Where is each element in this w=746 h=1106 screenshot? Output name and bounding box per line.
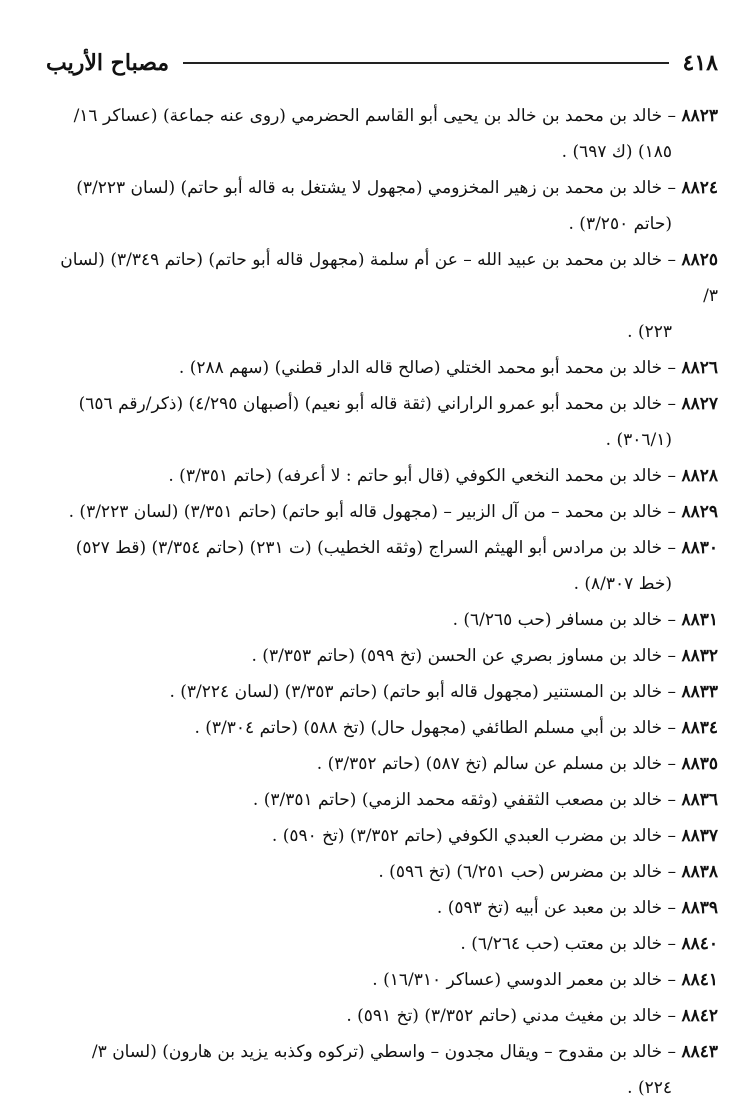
entry-8838: [46, 854, 718, 890]
running-title: مصباح الأريب: [46, 50, 170, 76]
entry-number: ٨٨٣٠: [681, 538, 718, 558]
entry-8834: [46, 710, 718, 746]
entry-text: – خالد بن مرادس أبو الهيثم السراج (وثقه الخطيب) (ت ٢٣١) (حاتم ٣/٣٥٤) (قط ٥٢٧): [75, 538, 677, 558]
entry-text: – خالد بن معبد عن أبيه (تخ ٥٩٣) .: [436, 898, 677, 918]
entry-text: – خالد بن مغيث مدني (حاتم ٣/٣٥٢) (تخ ٥٩١) .: [346, 1006, 677, 1026]
entry-continuation: (٣٠٦/١) .: [605, 430, 672, 450]
entry-number: ٨٨٣٥: [681, 754, 718, 774]
entry-8840: [46, 926, 718, 962]
entry-8828: [46, 458, 718, 494]
entry-continuation: ٢٢٣) .: [627, 322, 672, 342]
entry-number: ٨٨٢٨: [681, 466, 718, 486]
entry-8839: [46, 890, 718, 926]
entry-8835: [46, 746, 718, 782]
entry-8843: [46, 1034, 718, 1106]
entry-list: [46, 98, 718, 1106]
entry-8825: [46, 242, 718, 350]
entry-number: ٨٨٤٠: [681, 934, 718, 954]
entry-number: ٨٨٢٧: [681, 394, 718, 414]
entry-continuation: ٢٢٤) .: [627, 1078, 672, 1098]
entry-8830: [46, 530, 718, 602]
entry-8829: [46, 494, 718, 530]
entry-text: – خالد بن محمد النخعي الكوفي (قال أبو حاتم : لا أعرفه) (حاتم ٣/٣٥١) .: [168, 466, 677, 486]
entry-text: – خالد بن محمد بن عبيد الله – عن أم سلمة (مجهول قاله أبو حاتم) (حاتم ٣/٣٤٩) (لسان ٣/: [60, 250, 718, 306]
entry-continuation: (خط ٨/٣٠٧) .: [573, 574, 672, 594]
entry-number: ٨٨٢٦: [681, 358, 718, 378]
entry-continuation: ١٨٥) (ك ٦٩٧) .: [561, 142, 672, 162]
entry-8823: [46, 98, 718, 170]
entry-text: – خالد بن مسلم عن سالم (تخ ٥٨٧) (حاتم ٣/٣٥٢) .: [316, 754, 677, 774]
page-number: ٤١٨: [682, 50, 718, 76]
entry-8841: [46, 962, 718, 998]
page-header: [46, 46, 718, 80]
entry-text: – خالد بن محمد بن زهير المخزومي (مجهول لا يشتغل به قاله أبو حاتم) (لسان ٣/٢٢٣): [76, 178, 677, 198]
entry-number: ٨٨٤١: [681, 970, 718, 990]
entry-number: ٨٨٢٩: [681, 502, 718, 522]
header-rule: [183, 62, 668, 64]
entry-number: ٨٨٣٦: [681, 790, 718, 810]
entry-8842: [46, 998, 718, 1034]
entry-text: – خالد بن معمر الدوسي (عساكر ١٦/٣١٠) .: [372, 970, 677, 990]
entry-text: – خالد بن محمد أبو عمرو الراراني (ثقة قاله أبو نعيم) (أصبهان ٤/٢٩٥) (ذكر/رقم ٦٥٦): [78, 394, 677, 414]
entry-continuation: (حاتم ٣/٢٥٠) .: [568, 214, 672, 234]
entry-number: ٨٨٢٣: [681, 106, 718, 126]
entry-8832: [46, 638, 718, 674]
entry-text: – خالد بن معتب (حب ٦/٢٦٤) .: [460, 934, 677, 954]
entry-8837: [46, 818, 718, 854]
entry-text: – خالد بن محمد بن خالد بن يحيى أبو القاسم الحضرمي (روى عنه جماعة) (عساكر ١٦/: [73, 106, 677, 126]
entry-number: ٨٨٣٧: [681, 826, 718, 846]
entry-8827: [46, 386, 718, 458]
entry-text: – خالد بن مساوز بصري عن الحسن (تخ ٥٩٩) (حاتم ٣/٣٥٣) .: [251, 646, 677, 666]
entry-number: ٨٨٣٩: [681, 898, 718, 918]
entry-number: ٨٨٣٢: [681, 646, 718, 666]
entry-number: ٨٨٤٣: [681, 1042, 718, 1062]
entry-text: – خالد بن أبي مسلم الطائفي (مجهول حال) (تخ ٥٨٨) (حاتم ٣/٣٠٤) .: [194, 718, 677, 738]
entry-number: ٨٨٣٨: [681, 862, 718, 882]
entry-number: ٨٨٢٥: [681, 250, 718, 270]
entry-text: – خالد بن مضرب العبدي الكوفي (حاتم ٣/٣٥٢) (تخ ٥٩٠) .: [271, 826, 677, 846]
entry-number: ٨٨٣١: [681, 610, 718, 630]
entry-text: – خالد بن مصعب الثقفي (وثقه محمد الزمي) (حاتم ٣/٣٥١) .: [252, 790, 677, 810]
entry-text: – خالد بن مقدوح – ويقال مجدون – واسطي (تركوه وكذبه يزيد بن هارون) (لسان ٣/: [91, 1042, 677, 1062]
entry-number: ٨٨٤٢: [681, 1006, 718, 1026]
entry-text: – خالد بن المستنير (مجهول قاله أبو حاتم) (حاتم ٣/٣٥٣) (لسان ٣/٢٢٤) .: [169, 682, 677, 702]
entry-8833: [46, 674, 718, 710]
entry-text: – خالد بن محمد أبو محمد الختلي (صالح قاله الدار قطني) (سهم ٢٨٨) .: [178, 358, 677, 378]
entry-text: – خالد بن مضرس (حب ٦/٢٥١) (تخ ٥٩٦) .: [378, 862, 677, 882]
entry-8826: [46, 350, 718, 386]
entry-number: ٨٨٣٤: [681, 718, 718, 738]
entry-number: ٨٨٣٣: [681, 682, 718, 702]
entry-text: – خالد بن مسافر (حب ٦/٢٦٥) .: [452, 610, 677, 630]
entry-8824: [46, 170, 718, 242]
entry-8836: [46, 782, 718, 818]
entry-8831: [46, 602, 718, 638]
entry-number: ٨٨٢٤: [681, 178, 718, 198]
entry-text: – خالد بن محمد – من آل الزبير – (مجهول قاله أبو حاتم) (حاتم ٣/٣٥١) (لسان ٣/٢٢٣) .: [68, 502, 677, 522]
